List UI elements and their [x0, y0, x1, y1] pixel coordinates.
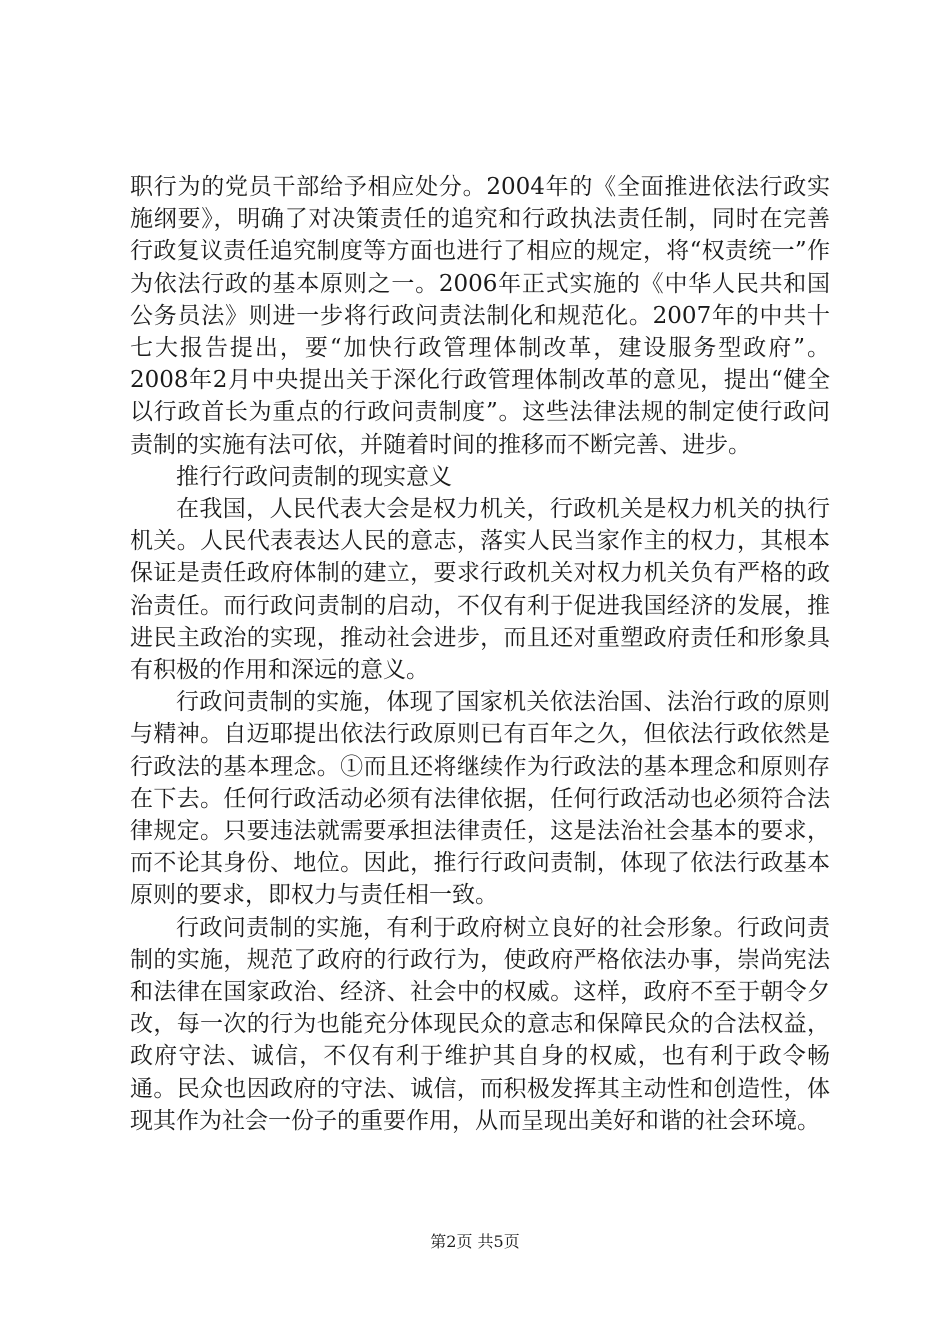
paragraph-continuation: 职行为的党员干部给予相应处分。2004年的《全面推进依法行政实施纲要》，明确了对决策责任的追究和行政执法责任制，同时在完善行政复议责任追究制度等方面也进行了相应的规定，将“权责统一”作为依法行政的基本原则之一。2006年正式实施的《中华人民共和国公务员法》则进一步将行政问责法制化和规范化。2007年的中共十七大报告提出，要“加快行政管理体制改革，建设服务型政府”。2008年2月中央提出关于深化行政管理体制改革的意见，提出“健全以行政首长为重点的行政问责制度”。这些法律法规的制定使行政问责制的实施有法可依，并随着时间的推移而不断完善、进步。 — [130, 174, 830, 458]
document-body — [130, 171, 830, 1137]
section-heading: 推行行政问责制的现实意义 — [176, 463, 452, 490]
paragraph: 在我国，人民代表大会是权力机关，行政机关是权力机关的执行机关。人民代表表达人民的意志，落实人民当家作主的权力，其根本保证是责任政府体制的建立，要求行政机关对权力机关负有严格的政治责任。而行政问责制的启动，不仅有利于促进我国经济的发展，推进民主政治的实现，推动社会进步，而且还对重塑政府责任和形象具有积极的作用和深远的意义。 — [130, 496, 830, 684]
paragraph: 行政问责制的实施，有利于政府树立良好的社会形象。行政问责制的实施，规范了政府的行政行为，使政府严格依法办事，崇尚宪法和法律在国家政治、经济、社会中的权威。这样，政府不至于朝令夕改，每一次的行为也能充分体现民众的意志和保障民众的合法权益，政府守法、诚信，不仅有利于维护其自身的权威，也有利于政令畅通。民众也因政府的守法、诚信，而积极发挥其主动性和创造性，体现其作为社会一份子的重要作用，从而呈现出美好和谐的社会环境。 — [130, 914, 830, 1134]
paragraph: 行政问责制的实施，体现了国家机关依法治国、法治行政的原则与精神。自迈耶提出依法行政原则已有百年之久，但依法行政依然是行政法的基本理念。①而且还将继续作为行政法的基本理念和原则存在下去。任何行政活动必须有法律依据，任何行政活动也必须符合法律规定。只要违法就需要承担法律责任，这是法治社会基本的要求，而不论其身份、地位。因此，推行行政问责制，体现了依法行政基本原则的要求，即权力与责任相一致。 — [130, 689, 830, 909]
page-number: 第2页 共5页 — [430, 1232, 520, 1251]
page-footer — [0, 1232, 950, 1252]
